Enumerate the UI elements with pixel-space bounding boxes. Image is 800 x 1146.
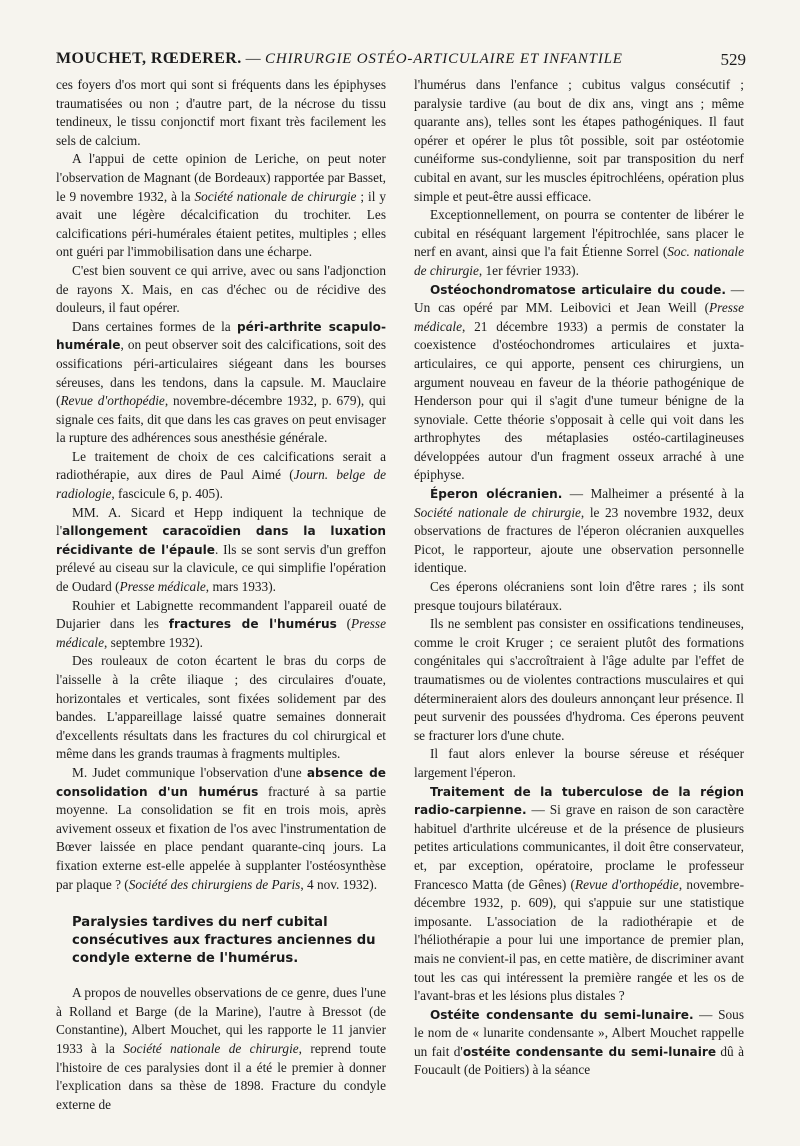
paragraph: M. Judet communique l'observation d'une absence de consolidation d'un humérus fracturé à sa partie moyenne. La consolidation se fit en trois mois, après avivement osseux et fixation de l'os avec l'instrumentation de Bœver laissée en place pendant quarante-cinq jours. La fixation externe est-elle appelée à supplanter l'ostéosynthèse par plaque ? (Société des chirurgiens de Paris, 4 nov. 1932). <box>56 764 386 892</box>
paragraph: MM. A. Sicard et Hepp indiquent la technique de l'allongement caracoïdien dans la luxation récidivante de l'épaule. Ils se sont servis d'un greffon prélevé au ciseau sur la clavicule, ce qui simplifie l'opération de Oudard (Presse médicale, mars 1933). <box>56 504 387 595</box>
paragraph: Des rouleaux de coton écartent le bras du corps de l'aisselle à la crête iliaque ; des circulaires d'ouate, horizontales et verticales, sont fixées solidement par des bandes. L'appareillage laissé quatre semaines donnerait d'excellents résultats dans les fractures du col chirurgical et même dans les grands traumas à fragments multiples. <box>56 653 386 762</box>
header-separator: — <box>245 51 262 67</box>
paragraph: C'est bien souvent ce qui arrive, avec ou sans l'adjonction de rayons X. Mais, en cas d'échec ou de récidive des douleurs, il faut opérer. <box>56 262 386 316</box>
header-title: CHIRURGIE OSTÉO-ARTICULAIRE ET INFANTILE <box>265 51 623 67</box>
paragraph: A propos de nouvelles observations de ce genre, dues l'une à Rolland et Barge (de la Marine), l'autre à Bressot (de Constantine), Albert Mouchet, qui les rapporte le 11 janvier 1933 à la Société nationale de chirurgie, reprend toute l'histoire de ces paralysies dont il a été le premier à donner l'explication dans sa thèse de 1898. Fracture du condyle externe de <box>56 985 386 1112</box>
paragraph: ces foyers d'os mort qui sont si fréquents dans les épiphyses traumatisées ou non ; d'autre part, de la nécrose du tissu tendineux, le tissu conjonctif mort fixant très facilement les sels de calcium. <box>56 77 386 148</box>
left-column <box>56 76 386 1114</box>
paragraph: Exceptionnellement, on pourra se contenter de libérer le cubital en réséquant largement l'épitrochlée, sans placer le nerf en avant, ainsi que l'a fait Étienne Sorrel (Soc. nationale de chirurgie, 1er février 1933). <box>414 207 744 278</box>
paragraph: Il faut alors enlever la bourse séreuse et réséquer largement l'éperon. <box>414 746 744 780</box>
paragraph: Ils ne semblent pas consister en ossifications tendineuses, comme le croit Kruger ; ce seraient plutôt des formations congénitales qui s'accroîtraient à l'âge adulte par l'effet de traumatismes ou de violentes contractions musculaires et qui détermineraient alors des douleurs annonçant leur présence. Il peut survenir des poussées d'hydroma. Ces éperons peuvent se fracturer lors d'une chute. <box>414 616 744 743</box>
paragraph: Le traitement de choix de ces calcifications serait a radiothérapie, aux dires de Paul Aimé (Journ. belge de radiologie, fascicule 6, p. 405). <box>56 448 386 502</box>
paragraph: Traitement de la tuberculose de la région radio-carpienne. — Si grave en raison de son caractère habituel d'arthrite ulcéreuse et de la présence de plusieurs petites articulations communicantes, il doit être conservateur, et, par exception, opératoire, proclame le professeur Francesco Matta (de Gênes) (Revue d'orthopédie, novembre-décembre 1932, p. 609), qui s'appuie sur une statistique imposante. L'association de la radiothérapie et de l'héliothérapie a pour lui une importance de premier plan, mais ne convient-il pas, en cette matière, de discriminer avant tout les cas qui intéressent la première rangée et les os de l'avant-bras et les lésions plus distales ? <box>414 784 745 1004</box>
paragraph: Rouhier et Labignette recommandent l'appareil ouaté de Dujarier dans les fractures de l'humérus (Presse médicale, septembre 1932). <box>56 597 386 650</box>
bold-term: absence de consolidation d'un humérus <box>56 765 386 799</box>
run-in-heading: Ostéochondromatose articulaire du coude. <box>430 282 726 297</box>
section-heading: Paralysies tardives du nerf cubital consécutives aux fractures anciennes du condyle externe de l'humérus. <box>72 915 376 967</box>
bold-term: ostéite condensante du semi-lunaire <box>462 1044 717 1059</box>
bold-term: allongement caracoïdien dans la luxation récidivante de l'épaule <box>56 524 386 557</box>
paragraph: Ostéochondromatose articulaire du coude. — Un cas opéré par MM. Leibovici et Jean Weill (Presse médicale, 21 décembre 1933) a permis de constater la coexistence d'ostéochondromes articulaires et juxta-articulaires, ce qui apporte, pensent ces chirurgiens, un argument nouveau en faveur de la théorie pathogénique de Henderson pour qui il s'agit d'une tumeur bénigne de la synoviale. Cette théorie s'opposait à celle qui voit dans les arthrophytes des métaplasies ostéo-cartilagineuses développées autour d'un fragment osseux arraché à une épiphyse. <box>414 281 744 483</box>
paragraph: Ces éperons olécraniens sont loin d'être rares ; ils sont presque toujours bilatéraux. <box>414 579 744 613</box>
page-header <box>56 50 746 76</box>
paragraph: A l'appui de cette opinion de Leriche, on peut noter l'observation de Magnant (de Bordeaux) rapportée par Basset, le 9 novembre 1932, à la Société nationale de chirurgie ; il y avait une légère décalcification du trochiter. Les calcifications péri-humérales étaient petites, multiples ; elles ont guéri par l'immobilisation dans une écharpe. <box>56 151 386 260</box>
running-head <box>56 50 623 68</box>
run-in-heading: Ostéite condensante du semi-lunaire. <box>430 1007 694 1022</box>
paragraph: Éperon olécranien. — Malheimer a présenté à la Société nationale de chirurgie, le 23 novembre 1932, deux observations de fractures de l'éperon olécranien auxquelles Picot, le rapporteur, ajoute une observation personnelle identique. <box>414 486 745 576</box>
bold-term: péri-arthrite scapulo-humérale <box>56 319 387 353</box>
page-number: 529 <box>720 50 746 69</box>
header-authors: MOUCHET, RŒDERER. <box>56 50 242 67</box>
paragraph: Ostéite condensante du semi-lunaire. — Sous le nom de « lunarite condensante », Albert Mouchet rappelle un fait d'ostéite condensante du semi-lunaire dû à Foucault (de Poitiers) à la séance <box>414 1006 744 1078</box>
paragraph: Dans certaines formes de la péri-arthrite scapulo-humérale, on peut observer soit des calcifications, soit des ossifications péri-articulaires siégeant dans les bourses séreuses, dans les tendons, dans la capsule. M. Mauclaire (Revue d'orthopédie, novembre-décembre 1932, p. 679), qui signale ces faits, dit que dans les cas graves on peut envisager la rupture des adhérences sous anesthésie générale. <box>56 318 387 446</box>
paragraph: l'humérus dans l'enfance ; cubitus valgus consécutif ; paralysie tardive (au bout de dix ans, vingt ans ; même quarante ans), telles sont les étapes pathogéniques. Il faut opérer et opérer le plus tôt possible, soit par ostéotomie cunéiforme sus-condylienne, soit par transposition du nerf cubital en avant, sur les muscles épitrochléens, opération plus simple et peut-être aussi efficace. <box>414 77 744 204</box>
run-in-heading: Éperon olécranien. <box>430 487 563 502</box>
right-column <box>414 76 744 1080</box>
bold-term: fractures de l'humérus <box>168 617 337 632</box>
run-in-heading: Traitement de la tuberculose de la région radio-carpienne. <box>414 784 744 818</box>
